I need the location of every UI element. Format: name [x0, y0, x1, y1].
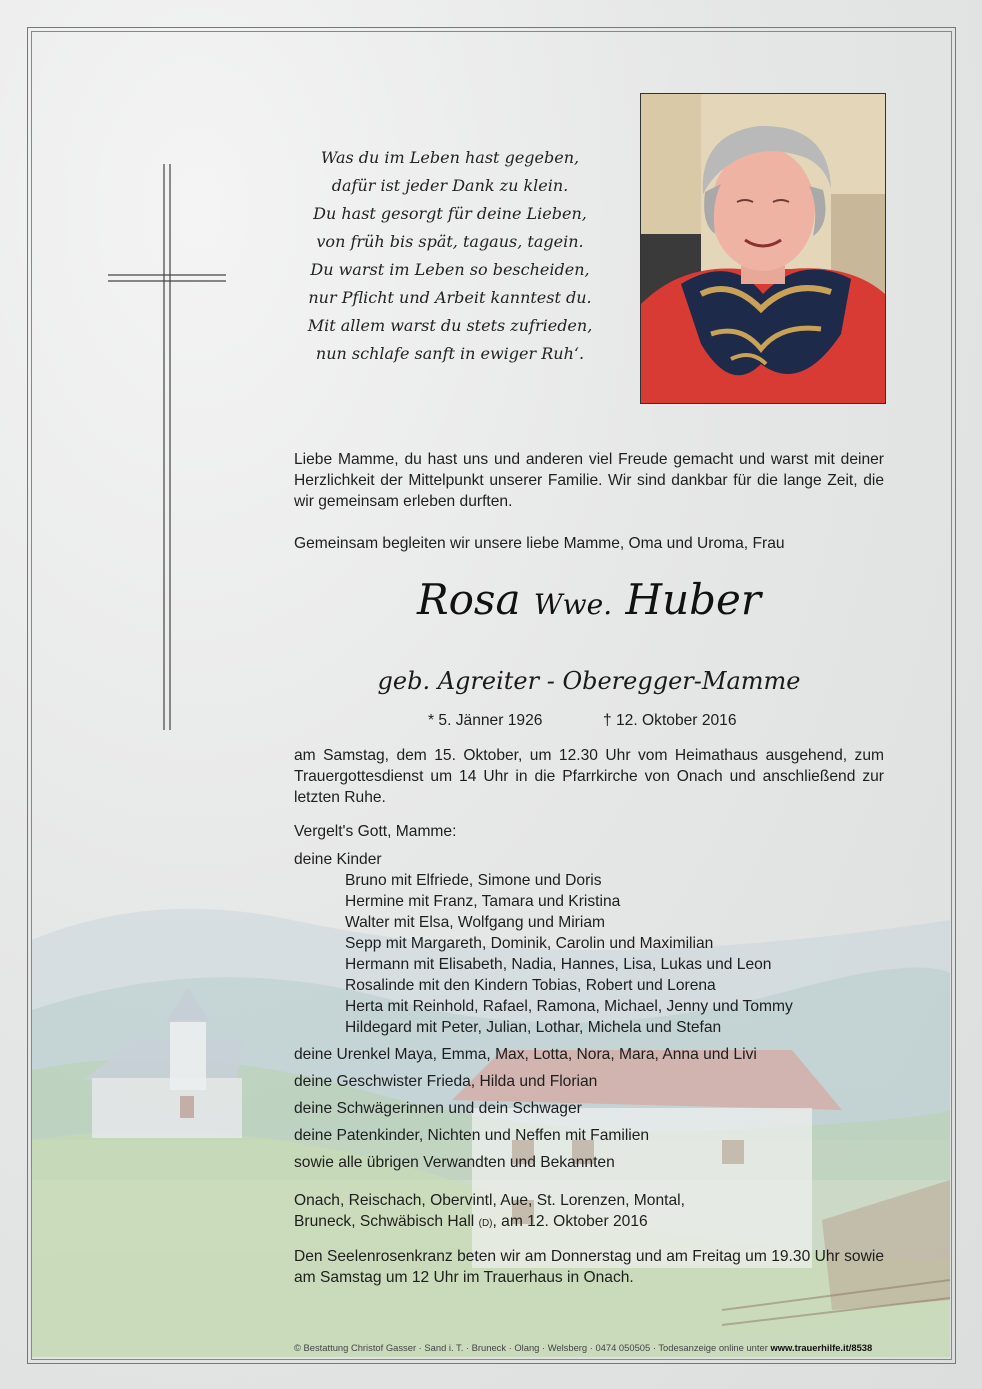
intro-paragraph: Liebe Mamme, du hast uns und anderen viel Freude gemacht und warst mit deiner Herzlichkeit der Mittelpunkt unserer Familie. Wir sind dankbar für die lange Zeit, die wir gemeinsam erleben durften.: [294, 451, 884, 510]
birth-date: * 5. Jänner 1926: [428, 712, 543, 729]
list-item: Sepp mit Margareth, Dominik, Carolin und Maximilian: [345, 935, 714, 952]
list-item: Bruno mit Elfriede, Simone und Doris: [345, 872, 602, 889]
memorial-poem: [300, 144, 600, 368]
deceased-name: [294, 572, 884, 633]
poem-line: nur Pflicht und Arbeit kanntest du.: [308, 288, 592, 307]
birth-name: geb. Agreiter - Oberegger-Mamme: [377, 667, 801, 695]
list-item: deine Schwägerinnen und dein Schwager: [294, 1100, 582, 1117]
cross-icon: [106, 162, 230, 732]
list-item: Hermann mit Elisabeth, Nadia, Hannes, Lisa, Lukas und Leon: [345, 956, 772, 973]
list-item: deine Urenkel Maya, Emma, Max, Lotta, Nora, Mara, Anna und Livi: [294, 1046, 757, 1063]
family-list: [294, 849, 884, 1173]
footer-text: © Bestattung Christof Gasser · Sand i. T. · Bruneck · Olang · Welsberg · 0474 050505 · Todesanzeige online unter: [294, 1342, 771, 1353]
rosary-paragraph: Den Seelenrosenkranz beten wir am Donnerstag und am Freitag um 19.30 Uhr sowie am Samstag um 12 Uhr im Trauerhaus in Onach.: [294, 1248, 884, 1286]
poem-line: von früh bis spät, tagaus, tagein.: [316, 232, 584, 251]
footer: [294, 1341, 946, 1354]
funeral-paragraph: am Samstag, dem 15. Oktober, um 12.30 Uhr vom Heimathaus ausgehend, zum Trauergottesdienst um 14 Uhr in die Pfarrkirche von Onach und anschließend zur letzten Ruhe.: [294, 747, 884, 806]
thanks-line: Vergelt's Gott, Mamme:: [294, 823, 457, 840]
poem-line: Du warst im Leben so bescheiden,: [310, 260, 590, 279]
first-name: Rosa: [417, 575, 521, 624]
places-date-line: [294, 1211, 884, 1234]
date-text: , am 12. Oktober 2016: [492, 1213, 648, 1230]
poem-line: Mit allem warst du stets zufrieden,: [307, 316, 593, 335]
children-label: deine Kinder: [294, 851, 382, 868]
last-name: Huber: [625, 575, 761, 624]
poem-line: dafür ist jeder Dank zu klein.: [331, 176, 569, 195]
poem-line: Du hast gesorgt für deine Lieben,: [313, 204, 587, 223]
poem-line: Was du im Leben hast gegeben,: [320, 148, 580, 167]
footer-link[interactable]: www.trauerhilfe.it/8538: [770, 1342, 873, 1353]
places-block: [294, 1190, 884, 1234]
portrait-photo: [640, 93, 886, 404]
list-item: Hildegard mit Peter, Julian, Lothar, Michela und Stefan: [345, 1019, 722, 1036]
places-line: Onach, Reischach, Obervintl, Aue, St. Lorenzen, Montal,: [294, 1192, 685, 1209]
death-date: † 12. Oktober 2016: [603, 712, 737, 729]
list-item: Herta mit Reinhold, Rafael, Ramona, Michael, Jenny und Tommy: [345, 998, 793, 1015]
accompany-line: Gemeinsam begleiten wir unsere liebe Mamme, Oma und Uroma, Frau: [294, 535, 785, 552]
list-item: sowie alle übrigen Verwandten und Bekannten: [294, 1154, 615, 1171]
list-item: deine Geschwister Frieda, Hilda und Florian: [294, 1073, 598, 1090]
poem-line: nun schlafe sanft in ewiger Ruh‘.: [315, 344, 585, 363]
widow-abbrev: Wwe.: [533, 588, 613, 621]
places-text: Bruneck, Schwäbisch Hall: [294, 1213, 475, 1230]
list-item: deine Patenkinder, Nichten und Neffen mit Familien: [294, 1127, 650, 1144]
country-code: (D): [478, 1218, 493, 1229]
list-item: Hermine mit Franz, Tamara und Kristina: [345, 893, 621, 910]
list-item: Walter mit Elsa, Wolfgang und Miriam: [345, 914, 605, 931]
list-item: Rosalinde mit den Kindern Tobias, Robert und Lorena: [345, 977, 716, 994]
